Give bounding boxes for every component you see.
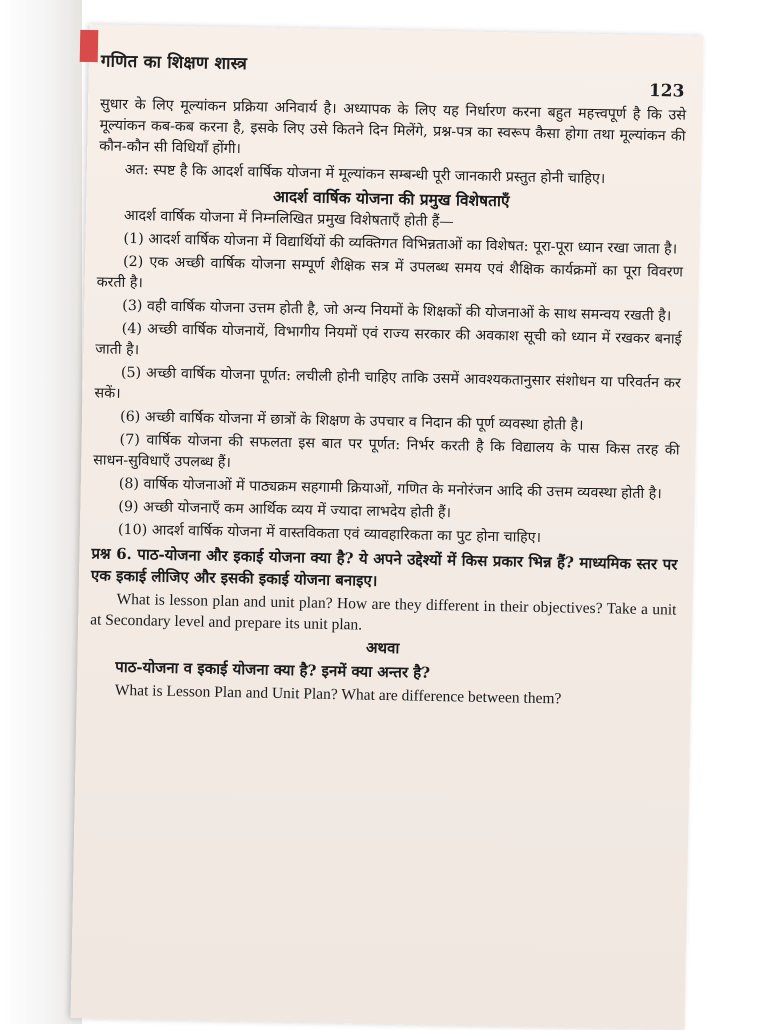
feature-item-3: (3) वही वार्षिक योजना उत्तम होती है, जो अन्य नियमों के शिक्षकों की योजनाओं के साथ समन्वय रखती है। (122, 297, 672, 325)
paragraph-evaluation-conclusion: अत: स्पष्ट है कि आदर्श वार्षिक योजना में मूल्यांकन सम्बन्धी पूरी जानकारी प्रस्तुत होनी चाहिए। (124, 161, 606, 188)
background-left-edge (0, 0, 82, 1024)
feature-item-8: (8) वार्षिक योजनाओं में पाठ्यक्रम सहगामी क्रियाओं, गणित के मनोरंजन आदि की उत्तम व्यवस्था होती है। (118, 475, 662, 503)
page-number: 123 (648, 80, 685, 102)
feature-item-2: (2) एक अच्छी वार्षिक योजना सम्पूर्ण शैक्षिक सत्र में उपलब्ध समय एवं शैक्षिक कार्यक्रमों का पूरा विवरण करती है। (96, 253, 684, 292)
section-heading: आदर्श वार्षिक योजना की प्रमुख विशेषताएँ (272, 186, 510, 211)
question-6-alt-hindi: पाठ-योजना व इकाई योजना क्या है? इनमें क्या अन्तर है? (115, 657, 431, 682)
feature-item-6: (6) अच्छी वार्षिक योजना में छात्रों के शिक्षण के उपचार व निदान की पूर्ण व्यवस्था होती है। (119, 408, 584, 434)
feature-item-4: (4) अच्छी वार्षिक योजनायें, विभागीय नियमों एवं राज्य सरकार की अवकाश सूची को ध्यान में रखकर बनाई जाती है। (95, 320, 682, 359)
feature-item-10: (10) आदर्श वार्षिक योजना में वास्तविकता एवं व्यावहारिकता का पुट होना चाहिए। (117, 521, 542, 546)
features-intro: आदर्श वार्षिक योजना में निम्नलिखित प्रमुख विशेषताएँ होती हैं— (123, 207, 454, 231)
page-header (100, 48, 685, 102)
book-page (71, 24, 704, 1030)
running-head-title: गणित का शिक्षण शास्त्र (100, 51, 248, 75)
feature-item-9: (9) अच्छी योजनाएँ कम आर्थिक व्यय में ज्यादा लाभदेय होती हैं। (118, 498, 452, 522)
feature-item-7: (7) वार्षिक योजना की सफलता इस बात पर पूर्णत: निर्भर करती है कि विद्यालय के पास किस तरह की साधन-सुविधाएँ उपलब्ध हैं। (93, 431, 680, 471)
page-content (83, 94, 686, 1009)
question-6-alt-english: What is Lesson Plan and Unit Plan? What are difference between them? (114, 681, 562, 708)
feature-item-5: (5) अच्छी वार्षिक योजना पूर्णत: लचीली होनी चाहिए ताकि उसमें आवश्यकतानुसार संशोधन या परिवर्तन कर सकें। (94, 364, 681, 402)
feature-item-1: (1) आदर्श वार्षिक योजना में विद्यार्थियों की व्यक्तिगत विभिन्नताओं का विशेषत: पूरा-पूरा ध्यान रखा जाता है। (123, 230, 678, 258)
question-6-english: What is lesson plan and unit plan? How are they different in their objectives? Take a unit at Secondary level and prepare its unit plan. (90, 590, 677, 634)
red-page-marker (80, 30, 99, 62)
features-list (92, 228, 684, 551)
question-6-hindi: प्रश्न 6. पाठ-योजना और इकाई योजना क्या है? ये अपने उद्देश्यों में किस प्रकार भिन्न हैं? माध्यमिक स्तर पर एक इकाई लीजिए और इसकी इकाई योजना बनाइए। (90, 544, 678, 590)
paragraph-evaluation-intro: सुधार के लिए मूल्यांकन प्रक्रिया अनिवार्य है। अध्यापक के लिए यह निर्धारण करना बहुत महत्त्वपूर्ण है कि उसे मूल्यांकन कब-कब करना है, इसके लिए उसे कितने दिन मिलेंगे, प्रश्न-पत्र का स्वरूप कैसा होगा तथा मूल्यांकन की कौन-कौन सी विधियाँ होंगी। (99, 96, 687, 158)
or-divider: अथवा (365, 638, 400, 658)
